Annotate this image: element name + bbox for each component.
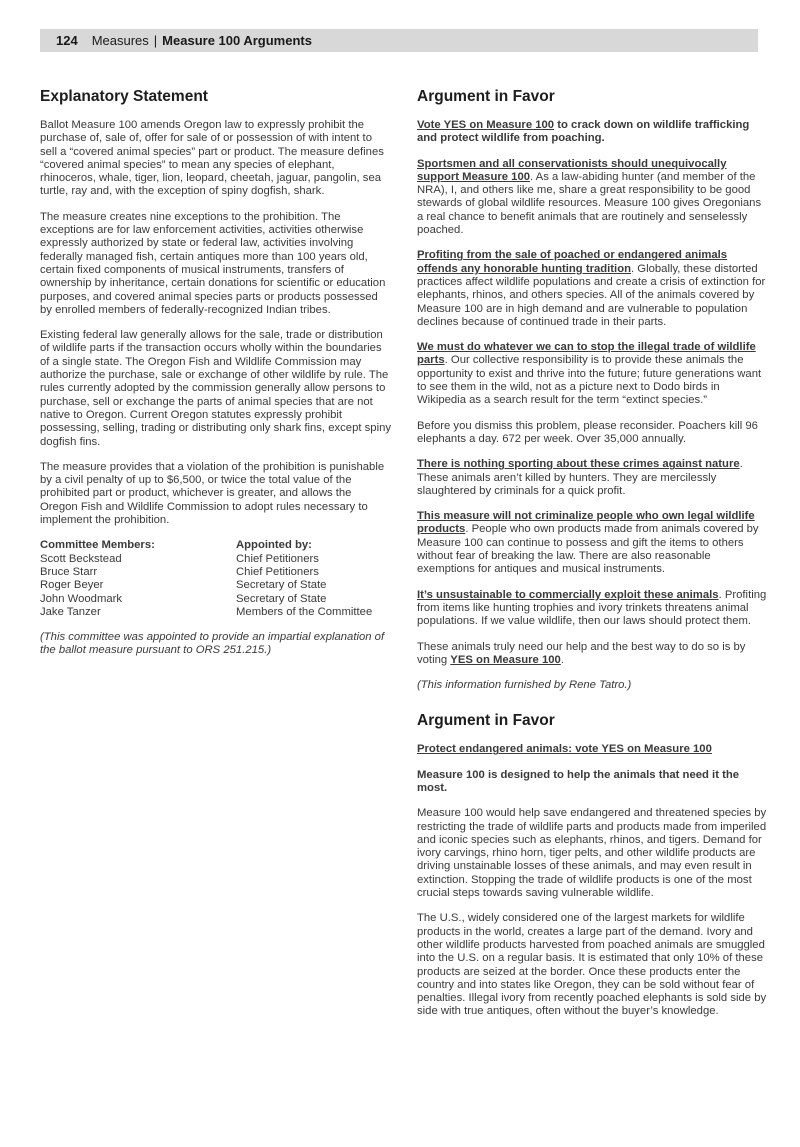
argument-paragraph — [417, 119, 768, 146]
committee-header-row — [40, 539, 391, 552]
argument-body-text: to crack down on wildlife trafficking and protect wildlife from poaching. — [417, 119, 750, 145]
committee-row — [40, 606, 391, 619]
explanatory-statement-section — [40, 88, 391, 1031]
argument-paragraph — [417, 341, 768, 407]
furnished-by-note: (This information furnished by Rene Tatro.) — [417, 679, 632, 692]
argument-paragraph — [417, 743, 768, 756]
argument-paragraph — [417, 249, 768, 329]
argument-lead-text: Protect endangered animals: vote YES on Measure 100 — [417, 743, 712, 756]
committee-appointed-by: Secretary of State — [236, 592, 327, 605]
committee-note: (This committee was appointed to provide an impartial explanation of the ballot measure pursuant to ORS 251.215.) — [40, 631, 385, 657]
explanatory-statement-heading: Explanatory Statement — [40, 88, 208, 105]
committee-appointed-by: Secretary of State — [236, 579, 327, 592]
argument-body-text: Before you dismiss this problem, please reconsider. Poachers kill 96 elephants a day. 672 per week. Over 35,000 annually. — [417, 419, 758, 445]
page-header — [40, 29, 758, 52]
page-title: Measure 100 Arguments — [162, 33, 312, 48]
committee-member-name: Scott Beckstead — [40, 552, 122, 565]
committee-members-header: Committee Members: — [40, 539, 155, 552]
argument-lead-text: It’s unsustainable to commercially exploit these animals — [417, 588, 719, 601]
argument-body-text: . Profiting from items like hunting trophies and ivory trinkets threatens animal populations. If we value wildlife, then our laws should protect them. — [417, 588, 767, 628]
argument-lead-text: Vote YES on Measure 100 — [417, 119, 555, 131]
argument-paragraph — [417, 589, 768, 629]
argument-paragraph — [417, 420, 768, 447]
committee-appointed-by: Members of the Committee — [236, 605, 373, 618]
page-number: 124 — [56, 33, 78, 48]
argument-lead-text: Profiting from the sale of poached or endangered animals offends any honorable hunting tradition — [417, 249, 728, 275]
argument-paragraph: Measure 100 would help save endangered and threatened species by restricting the trade of wildlife parts and products made from imperiled and iconic species such as elephants, rhinos, and tigers. Demand for ivory carvings, rhino horn, tiger pelts, and other wildlife products are driving unstainable losses of these animals, and may even result in extinction. Stopping the trade of wildlife products is one of the most crucial steps towards saving vulnerable wildlife. — [417, 807, 767, 900]
committee-row — [40, 579, 391, 592]
argument-body-text: . These animals aren’t killed by hunters. They are mercilessly slaughtered by criminals for a quick profit. — [417, 458, 743, 497]
argument-body-text: . Our collective responsibility is to provide these animals the opportunity to exist and thrive into the future; future generations want to see them in the wild, not as a picture next to Dodo birds in Wikipedia as a search result for the term “extinct species.” — [417, 354, 762, 407]
argument-paragraph — [417, 158, 768, 238]
explanatory-paragraph: The measure creates nine exceptions to the prohibition. The exceptions are for law enforcement activities, activities otherwise expressly authorized by state or federal law, activities involving federally managed fish, certain antiques more than 100 years old, certain fixed components of musical instruments, transfers of ownership by inheritance, certain donations for scientific or education purposes, and covered animal species parts or products possessed by enrolled members of federally-recognized Indian tribes. — [40, 210, 386, 316]
argument-body-text: These animals truly need our help and the best way to do so is by voting — [417, 640, 746, 666]
explanatory-paragraph: Existing federal law generally allows for the sale, trade or distribution of wildlife parts if the transaction occurs wholly within the boundaries of a single state. The Oregon Fish and Wildlife Commission may authorize the purchase, sale or exchange of other wildlife by rule. The rules currently adopted by the commission generally allow persons to purchase, sell or exchange the parts of animal species that are not native to Oregon. Current Oregon statutes expressly prohibit possessing, selling, trading or distributing only shark fins, except spiny dogfish fins. — [40, 329, 392, 448]
argument-paragraph: Measure 100 is designed to help the animals that need it the most. — [417, 768, 740, 794]
committee-member-name: Bruce Starr — [40, 565, 98, 578]
committee-member-name: Roger Beyer — [40, 579, 104, 592]
explanatory-paragraph: The measure provides that a violation of the prohibition is punishable by a civil penalty of up to $6,500, or twice the total value of the prohibited part or product, whichever is greater, and allows the Oregon Fish and Wildlife Commission to adopt rules necessary to implement the prohibition. — [40, 460, 385, 527]
committee-row — [40, 553, 391, 566]
argument-body-text: . As a law-abiding hunter (and member of the NRA), I, and others like me, share a great responsibility to be good stewards of global wildlife resources. Measure 100 gives Oregonians a real chance to benefit animals that are routinely and senselessly poached. — [417, 170, 762, 237]
argument-in-favor-heading-2: Argument in Favor — [417, 712, 555, 730]
committee-member-name: John Woodmark — [40, 592, 123, 605]
argument-lead-text: We must do whatever we can to stop the illegal trade of wildlife parts — [417, 341, 756, 367]
argument-paragraph — [417, 641, 768, 668]
argument-paragraph — [417, 510, 768, 576]
committee-row — [40, 593, 391, 606]
committee-appointed-by: Chief Petitioners — [236, 565, 319, 578]
argument-paragraph — [417, 458, 768, 498]
arguments-section — [417, 88, 768, 1031]
argument-lead-text: There is nothing sporting about these crimes against nature — [417, 458, 740, 471]
argument-body-text: . Globally, these distorted practices affect wildlife populations and create a crisis of extinction for elephants, rhinos, and others species. All of the animals covered by Measure 100 are in high demand and are vulnerable to population declines because of continued trade in their parts. — [417, 262, 766, 328]
explanatory-paragraph: Ballot Measure 100 amends Oregon law to expressly prohibit the purchase of, sale of, offer for sale of or possession of with intent to sell a “covered animal species” part or product. The measure defines “covered animal species” to mean any species of elephant, rhinoceros, whale, tiger, lion, leopard, cheetah, jaguar, pangolin, sea turtle, ray and, with the exception of spiny dogfish, shark. — [40, 119, 384, 198]
argument-body-text: . People who own products made from animals covered by Measure 100 can continue to possess and gift the items to others without fear of breaking the law. There are also reasonable exemptions for antiques and musical instruments. — [417, 523, 759, 576]
committee-appointed-by: Chief Petitioners — [236, 552, 319, 565]
appointed-by-header: Appointed by: — [236, 539, 312, 552]
committee-row — [40, 566, 391, 579]
committee-member-name: Jake Tanzer — [40, 605, 101, 618]
two-column-body — [40, 88, 768, 1031]
argument-body-text: . — [560, 653, 564, 666]
argument-lead-text: YES on Measure 100 — [450, 653, 561, 666]
header-separator: | — [153, 33, 158, 48]
argument-lead-text: Sportsmen and all conservationists should unequivocally support Measure 100 — [417, 157, 727, 183]
section-label: Measures — [91, 33, 149, 48]
argument-lead-text: This measure will not criminalize people who own legal wildlife products — [417, 510, 755, 536]
argument-paragraph: The U.S., widely considered one of the largest markets for wildlife products in the world, creates a large part of the demand. Ivory and other wildlife products harvested from poached animals are smuggled into the U.S. on a regular basis. It is estimated that only 10% of these products are seized at the border. Once these products enter the country and into states like Oregon, they can be sold without fear of penalties. Illegal ivory from recently poached elephants is sold side by side with true antiques, often without the buyer’s knowledge. — [417, 912, 767, 1018]
committee-table — [40, 539, 391, 619]
argument-in-favor-heading-1: Argument in Favor — [417, 88, 555, 105]
